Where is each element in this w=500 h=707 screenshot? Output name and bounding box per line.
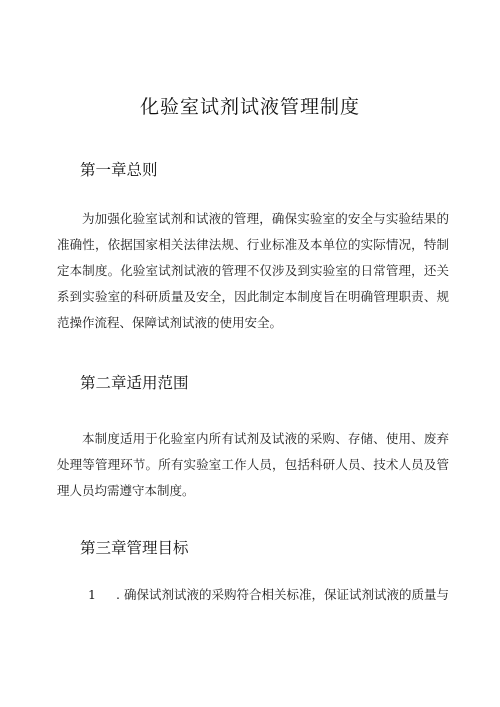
chapter-1-paragraph: 为加强化验室试剂和试液的管理，确保实验室的安全与实验结果的准确性，依据国家相关法律法规、行业标准及本单位的实际情况，特制定本制度。化验室试剂试液的管理不仅涉及到实验室的日常管理，还关系到实验室的科研质量及安全，因此制定本制度旨在明确管理职责、规范操作流程、保障试剂试液的使用安全。 bbox=[57, 211, 449, 330]
list-item bbox=[88, 584, 458, 606]
chapter-2-heading: 第二章适用范围 bbox=[80, 374, 189, 392]
chapter-2-paragraph: 本制度适用于化验室内所有试剂及试液的采购、存储、使用、废弃处理等管理环节。所有实验室工作人员，包括科研人员、技术人员及管理人员均需遵守本制度。 bbox=[57, 431, 449, 498]
chapter-1-heading: 第一章总则 bbox=[80, 161, 158, 179]
list-item-text: . 确保试剂试液的采购符合相关标准，保证试剂试液的质量与 bbox=[116, 587, 449, 602]
document-title: 化验室试剂试液管理制度 bbox=[139, 96, 360, 118]
list-item-number: 1 bbox=[88, 587, 96, 602]
chapter-3-heading: 第三章管理目标 bbox=[80, 539, 189, 557]
